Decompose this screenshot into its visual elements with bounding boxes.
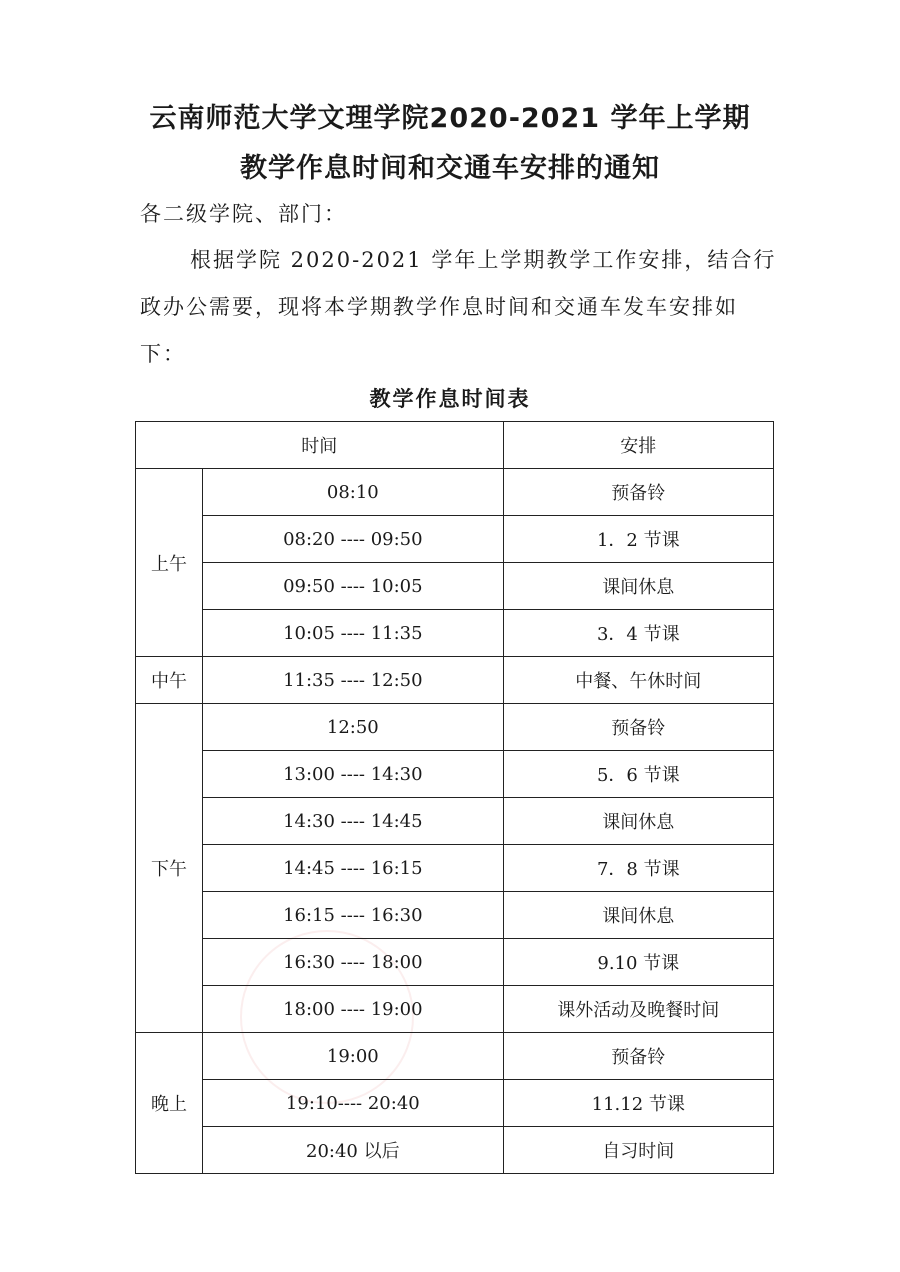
time-cell: 11:35 ---- 12:50 [203,657,503,704]
paragraph-line2: 政办公需要，现将本学期教学作息时间和交通车发车安排如 [140,295,738,319]
time-cell: 12:50 [203,704,503,751]
paragraph-line3: 下： [140,342,186,366]
table-row [136,516,774,563]
document-title-line2: 教学作息时间和交通车安排的通知 [240,153,660,184]
arrangement-cell: 课间休息 [503,798,773,845]
arrangement-cell: 预备铃 [503,1033,773,1080]
period-cell: 晚上 [136,1033,203,1174]
period-cell: 下午 [136,704,203,1033]
time-cell: 13:00 ---- 14:30 [203,751,503,798]
arrangement-cell: 中餐、午休时间 [503,657,773,704]
period-cell: 中午 [136,657,203,704]
time-cell: 08:20 ---- 09:50 [203,516,503,563]
salutation: 各二级学院、部门： [140,202,347,226]
time-cell: 09:50 ---- 10:05 [203,563,503,610]
arrangement-cell: 9.10 节课 [503,939,773,986]
time-cell: 16:30 ---- 18:00 [203,939,503,986]
paragraph-line1: 根据学院 2020-2021 学年上学期教学工作安排，结合行 [190,248,777,272]
arrangement-cell: 课外活动及晚餐时间 [503,986,773,1033]
table-row [136,986,774,1033]
table-row [136,657,774,704]
table-row [136,845,774,892]
arrangement-cell: 自习时间 [503,1127,773,1174]
table-row [136,939,774,986]
arrangement-cell: 预备铃 [503,469,773,516]
arrangement-cell: 3．4 节课 [503,610,773,657]
table-row [136,751,774,798]
arrangement-cell: 11.12 节课 [503,1080,773,1127]
time-cell: 19:10---- 20:40 [203,1080,503,1127]
table-header-row [136,422,774,469]
table-row [136,798,774,845]
arrangement-cell: 1．2 节课 [503,516,773,563]
header-time: 时间 [136,422,504,469]
table-caption: 教学作息时间表 [369,387,531,411]
table-row [136,892,774,939]
header-arrangement: 安排 [503,422,773,469]
arrangement-cell: 7．8 节课 [503,845,773,892]
arrangement-cell: 预备铃 [503,704,773,751]
table-row [136,610,774,657]
time-cell: 08:10 [203,469,503,516]
arrangement-cell: 课间休息 [503,563,773,610]
schedule-table [135,421,774,1174]
table-row [136,1080,774,1127]
table-row [136,1033,774,1080]
period-cell: 上午 [136,469,203,657]
table-row [136,563,774,610]
time-cell: 14:45 ---- 16:15 [203,845,503,892]
time-cell: 19:00 [203,1033,503,1080]
arrangement-cell: 课间休息 [503,892,773,939]
time-cell: 18:00 ---- 19:00 [203,986,503,1033]
time-cell: 14:30 ---- 14:45 [203,798,503,845]
table-row [136,1127,774,1174]
table-row [136,469,774,516]
arrangement-cell: 5．6 节课 [503,751,773,798]
time-cell: 16:15 ---- 16:30 [203,892,503,939]
table-row [136,704,774,751]
time-cell: 20:40 以后 [203,1127,503,1174]
schedule-table-body [136,422,774,1174]
time-cell: 10:05 ---- 11:35 [203,610,503,657]
document-title-line1: 云南师范大学文理学院2020-2021 学年上学期 [149,103,751,134]
